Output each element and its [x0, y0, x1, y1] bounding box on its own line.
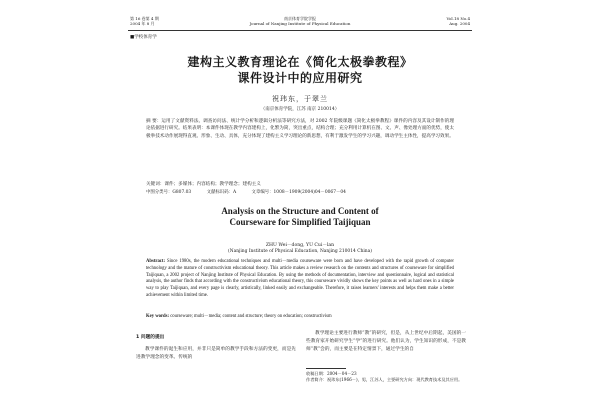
journal-page [128, 14, 472, 392]
abstract-text: Since 1980s, the modern educational techniques and multi－media courseware were born and have developed with the rapid growth of computer technology and the mature of constructivism educational theory. This article makes a review research on the contents and structures of courseware for simplified Taijiquan, a 2002 project of Nanjing Institute of Physical Education. By using the methods of documentation, interview and questionnaire, logical and statistical analysis, the author finds that according with the constructivism educational theory, this courseware vividly shows the key points as well as hard ones in a simple way to play Taijiquan, and every page is clearly, artistically, linked easily and exchangeable. Therefore, it raises learners' interests and helps them make a better achievement within limited time. [146, 259, 454, 298]
article-number: 文章编号：1008－1909(2004)04－0067－04 [251, 190, 346, 195]
body-column-left [136, 330, 296, 362]
english-title: Analysis on the Structure and Content of Courseware for Simplified Taijiquan [221, 206, 379, 227]
english-affiliation: (Nanjing Institute of Physical Education, Nanjing 210014 China) [228, 249, 372, 254]
chinese-affiliation: （南京体育学院，江苏 南京 210014） [260, 107, 340, 112]
classification-line [146, 190, 454, 196]
header-journal-name: 南京体育学院学报 Journal of Nanjing Institute of Physical Education [249, 16, 351, 26]
document-code: 文献标识码：A [206, 190, 237, 195]
received-date: 收稿日期：2004－04－23 [306, 371, 357, 376]
body-paragraph: 教学理论主要进行教师“教”的研究，但是，从上世纪中后期起，美国的一些教育家开始研究学生“学”的进行研究。他们认为，学生知识的形成，不是教师“教”会的，而主要是在特定情景下，通过学生的自 [306, 331, 466, 352]
keywords-text: courseware; multi－media; content and structure; theory on education; constructivism [170, 314, 332, 319]
body-paragraph: 教学课件的诞生和应用，并非只是简单的教学手段和方法的变更，而是先进教学理念的变革。传统的 [136, 347, 296, 360]
chinese-title: 建构主义教育理论在《简化太极拳教程》 课件设计中的应用研究 [187, 55, 413, 85]
footnotes [306, 371, 468, 383]
chinese-abstract: 摘 要：运用了文献资料法、调查访问法、统计学分析和逻辑分析法等研究方法，对 2002 年院级课题《简化太极拳教程》课件的内容及其设计制作的理论依据进行研究。结果表明：本课件体现在教学内容建构上，化繁为简，突出重点，结构合理；充分利用计算机在图、文、声、像处理方面的优势，使太极拳技术动作展现得直观、形象、生动、具体，充分体现了建构主义学习理论的新思想，有利于激发学生的学习兴趣，调动学生主体性，提高学习效果。 [146, 119, 454, 139]
english-keywords [146, 314, 454, 321]
chinese-keywords: 关键词：课件；多媒体；内容结构；教学理念；建构主义 [146, 182, 261, 187]
section-tag: ■学校体育学 [130, 35, 157, 40]
author-bio: 作者简介：祝玮东(1966－)，男，江苏人，主要研究方向：现代教育技术及其应用。 [306, 377, 463, 382]
running-header [128, 14, 472, 31]
clc-number: 中图分类号：G807.03 [146, 190, 192, 195]
header-volume-info: Vol.18 No.4 Aug. 2004 [446, 16, 470, 26]
section-heading: 1 问题的提出 [136, 335, 165, 340]
body-column-right [306, 330, 466, 354]
english-abstract [146, 259, 454, 300]
footnote-divider [306, 368, 346, 369]
chinese-authors: 祝玮东，于翠兰 [272, 95, 328, 103]
header-issue-info: 第 16 卷第 4 期 2004 年 8 月 [130, 16, 159, 26]
english-authors: ZHU Wei－dong, YU Cui－lan [265, 243, 335, 248]
abstract-label: Abstract: [146, 259, 166, 264]
keywords-label: Key words: [146, 314, 170, 319]
